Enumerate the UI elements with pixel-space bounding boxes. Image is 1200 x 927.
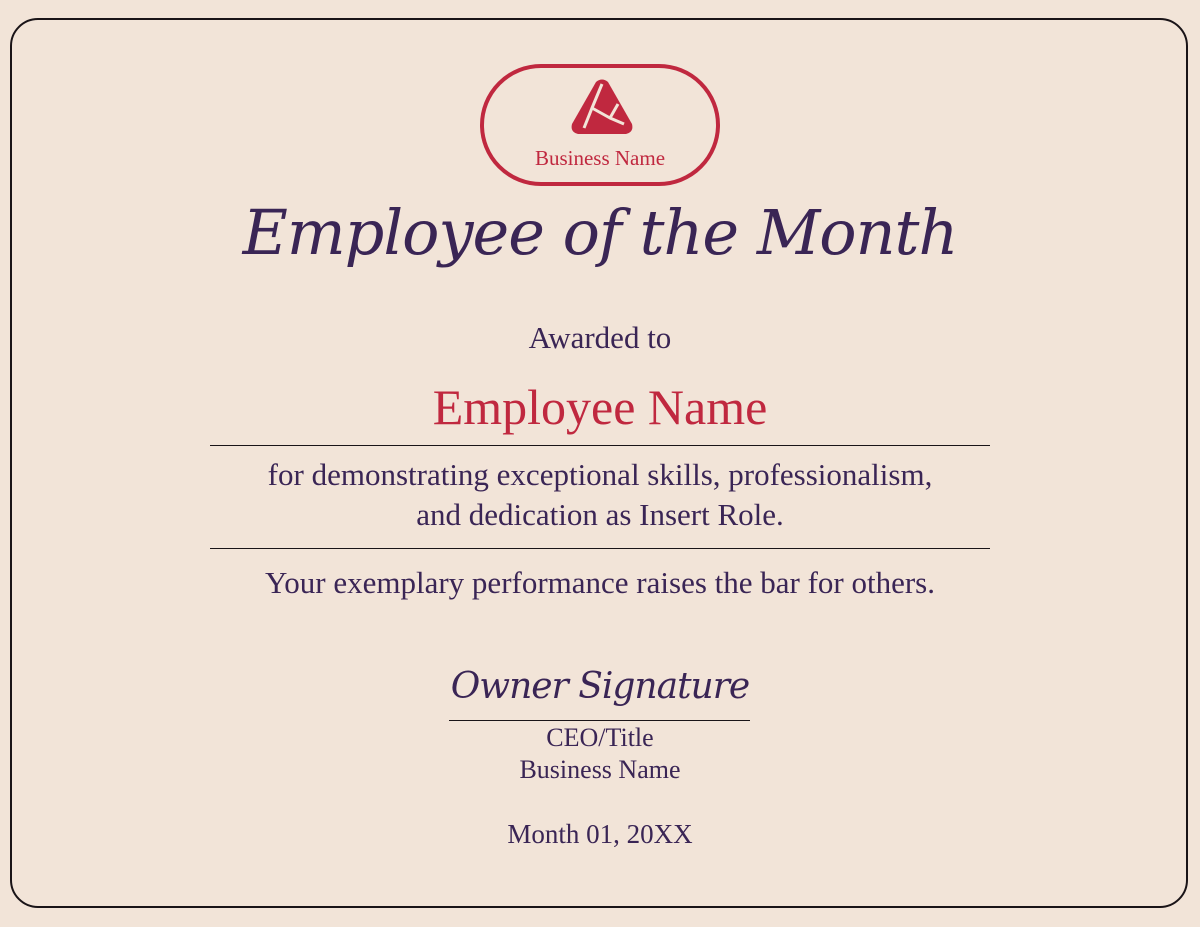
employee-name: Employee Name [432,379,768,435]
description [0,455,1200,535]
logo-business-name: Business Name [534,146,666,170]
award-date: Month 01, 20XX [507,819,693,849]
signer-business-name: Business Name [519,755,681,784]
triangle-logo-icon [570,78,634,138]
logo-badge [480,64,720,186]
description-line-1: for demonstrating exceptional skills, professionalism, [267,457,933,492]
signer-title: CEO/Title [546,723,654,752]
divider-bottom [210,548,990,549]
closing-line: Your exemplary performance raises the bar for others. [265,565,935,600]
owner-signature: Owner Signature [450,666,750,707]
certificate-title: Employee of the Month [242,196,958,269]
signature-line [449,720,750,721]
divider-top [210,445,990,446]
awarded-to-label: Awarded to [528,320,672,355]
description-line-2: and dedication as Insert Role. [416,497,784,532]
